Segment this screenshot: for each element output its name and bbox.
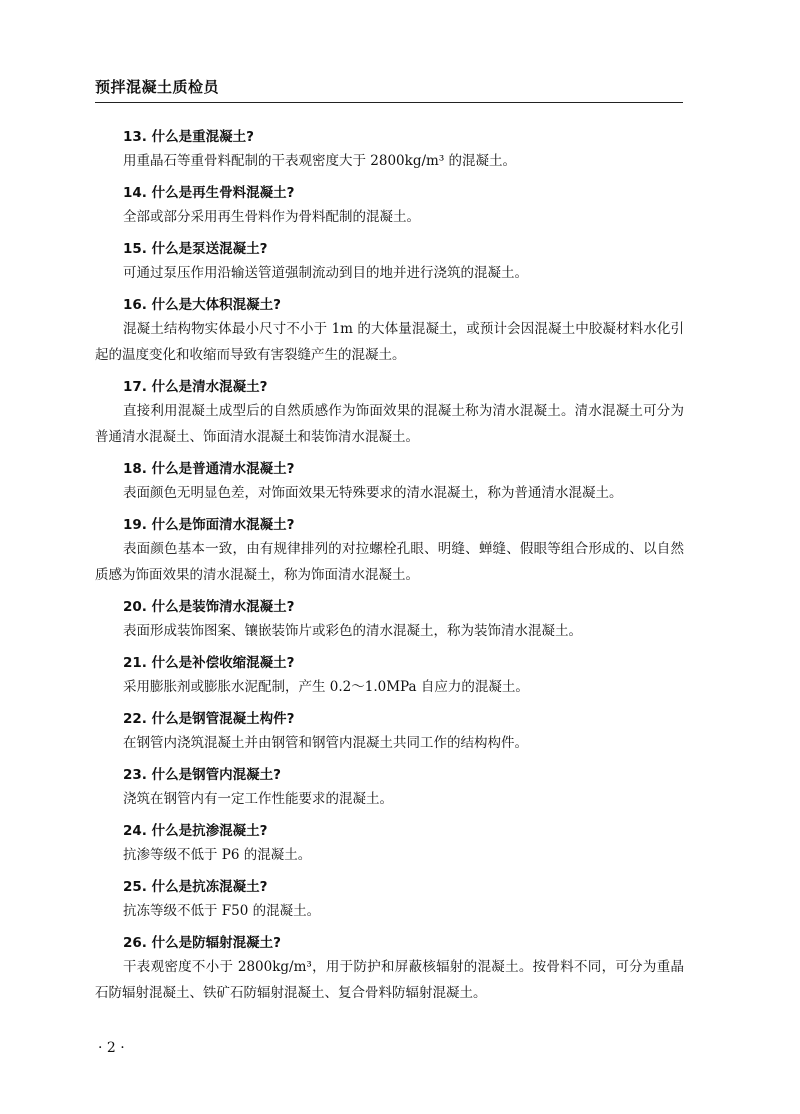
qa-item — [95, 294, 684, 368]
answer-text: 用重晶石等重骨料配制的干表观密度大于 2800kg/m³ 的混凝土。 — [123, 153, 517, 169]
qa-item — [95, 238, 684, 286]
qa-item — [95, 764, 684, 812]
question-heading: 25. 什么是抗冻混凝土? — [123, 879, 268, 895]
question-heading: 13. 什么是重混凝土? — [123, 129, 254, 145]
qa-item — [95, 126, 684, 174]
answer-text: 表面颜色基本一致，由有规律排列的对拉螺栓孔眼、明缝、蝉缝、假眼等组合形成的、以自然质感为饰面效果的清水混凝土，称为饰面清水混凝土。 — [95, 541, 684, 583]
answer-text: 抗渗等级不低于 P6 的混凝土。 — [123, 847, 312, 863]
question-heading: 18. 什么是普通清水混凝土? — [123, 461, 295, 477]
answer-text: 浇筑在钢管内有一定工作性能要求的混凝土。 — [123, 791, 393, 807]
answer-text: 表面颜色无明显色差，对饰面效果无特殊要求的清水混凝土，称为普通清水混凝土。 — [123, 485, 623, 501]
book-title: 预拌混凝土质检员 — [95, 78, 220, 96]
question-heading: 23. 什么是钢管内混凝土? — [123, 767, 281, 783]
qa-item — [95, 182, 684, 230]
answer-text: 在钢管内浇筑混凝土并由钢管和钢管内混凝土共同工作的结构构件。 — [123, 735, 528, 751]
qa-item — [95, 820, 684, 868]
question-heading: 20. 什么是装饰清水混凝土? — [123, 599, 295, 615]
qa-item — [95, 876, 684, 924]
qa-item — [95, 514, 684, 588]
question-heading: 14. 什么是再生骨料混凝土? — [123, 185, 295, 201]
answer-text: 抗冻等级不低于 F50 的混凝土。 — [123, 903, 321, 919]
question-heading: 26. 什么是防辐射混凝土? — [123, 935, 281, 951]
qa-item — [95, 652, 684, 700]
qa-item — [95, 932, 684, 1006]
question-heading: 22. 什么是钢管混凝土构件? — [123, 711, 295, 727]
answer-text: 直接利用混凝土成型后的自然质感作为饰面效果的混凝土称为清水混凝土。清水混凝土可分为普通清水混凝土、饰面清水混凝土和装饰清水混凝土。 — [95, 403, 684, 445]
question-heading: 15. 什么是泵送混凝土? — [123, 241, 268, 257]
running-header — [95, 76, 683, 103]
qa-item — [95, 708, 684, 756]
question-heading: 19. 什么是饰面清水混凝土? — [123, 517, 295, 533]
answer-text: 混凝土结构物实体最小尺寸不小于 1m 的大体量混凝土，或预计会因混凝土中胶凝材料水化引起的温度变化和收缩而导致有害裂缝产生的混凝土。 — [95, 321, 684, 363]
question-heading: 16. 什么是大体积混凝土? — [123, 297, 281, 313]
answer-text: 表面形成装饰图案、镶嵌装饰片或彩色的清水混凝土，称为装饰清水混凝土。 — [123, 623, 582, 639]
answer-text: 可通过泵压作用沿输送管道强制流动到目的地并进行浇筑的混凝土。 — [123, 265, 528, 281]
qa-item — [95, 376, 684, 450]
answer-text: 全部或部分采用再生骨料作为骨料配制的混凝土。 — [123, 209, 420, 225]
qa-list — [95, 126, 684, 1006]
question-heading: 24. 什么是抗渗混凝土? — [123, 823, 268, 839]
qa-item — [95, 458, 684, 506]
question-heading: 17. 什么是清水混凝土? — [123, 379, 268, 395]
answer-text: 采用膨胀剂或膨胀水泥配制，产生 0.2～1.0MPa 自应力的混凝土。 — [123, 679, 529, 695]
qa-item — [95, 596, 684, 644]
answer-text: 干表观密度不小于 2800kg/m³，用于防护和屏蔽核辐射的混凝土。按骨料不同，可分为重晶石防辐射混凝土、铁矿石防辐射混凝土、复合骨料防辐射混凝土。 — [95, 959, 684, 1001]
question-heading: 21. 什么是补偿收缩混凝土? — [123, 655, 295, 671]
page-number: · 2 · — [98, 1040, 125, 1056]
